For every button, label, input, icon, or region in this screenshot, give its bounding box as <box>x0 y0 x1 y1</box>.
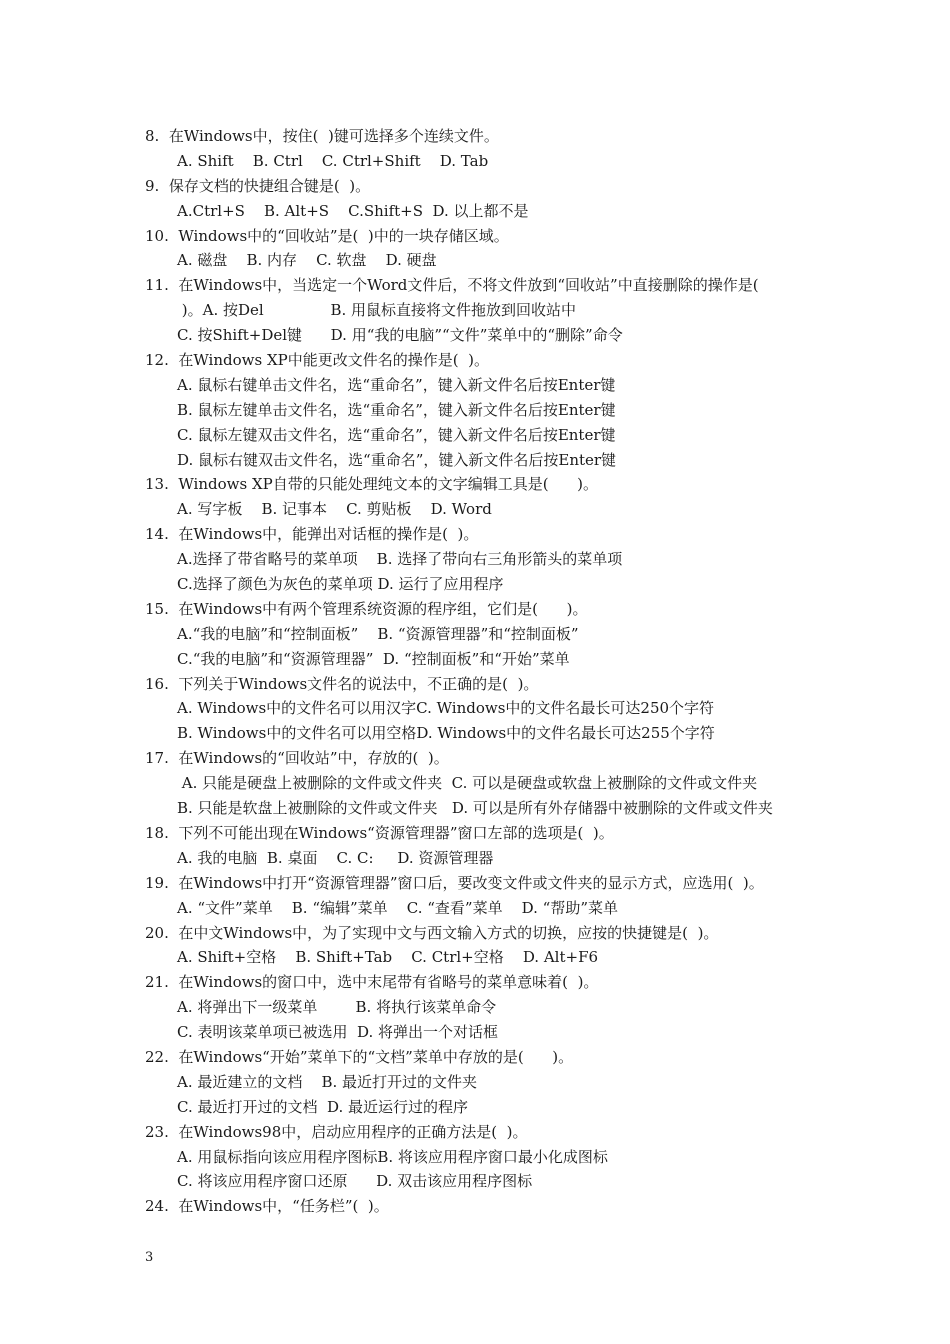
option-line: A. 写字板 B. 记事本 C. 剪贴板 D. Word <box>177 500 492 519</box>
option-line: B. 鼠标左键单击文件名，选“重命名”，键入新文件名后按Enter键 <box>177 400 616 419</box>
question-line: 19. 在Windows中打开“资源管理器”窗口后，要改变文件或文件夹的显示方式，应选用( )。 <box>145 873 764 892</box>
question-line: 8. 在Windows中，按住( )键可选择多个连续文件。 <box>145 127 499 145</box>
question-line: 10. Windows中的“回收站”是( )中的一块存储区域。 <box>145 226 509 245</box>
page-number: 3 <box>145 1250 154 1265</box>
question-line: 16. 下列关于Windows文件名的说法中，不正确的是( )。 <box>145 674 539 693</box>
option-line: )。A. 按Del B. 用鼠标直接将文件拖放到回收站中 <box>177 301 577 320</box>
option-line: A.“我的电脑”和“控制面板” B. “资源管理器”和“控制面板” <box>177 624 579 643</box>
option-line: C. 鼠标左键双击文件名，选“重命名”，键入新文件名后按Enter键 <box>177 425 616 444</box>
option-line: A. 只能是硬盘上被删除的文件或文件夹 C. 可以是硬盘或软盘上被删除的文件或文件夹 <box>177 774 758 793</box>
option-line: A. 我的电脑 B. 桌面 C. C: D. 资源管理器 <box>177 848 494 867</box>
question-line: 23. 在Windows98中，启动应用程序的正确方法是( )。 <box>145 1122 528 1141</box>
option-line: A. Windows中的文件名可以用汉字C. Windows中的文件名最长可达250个字符 <box>177 699 715 718</box>
option-line: A. 磁盘 B. 内存 C. 软盘 D. 硬盘 <box>177 251 437 270</box>
option-line: A. 鼠标右键单击文件名，选“重命名”，键入新文件名后按Enter键 <box>177 375 616 394</box>
option-line: C.“我的电脑”和“资源管理器” D. “控制面板”和“开始”菜单 <box>177 649 570 668</box>
option-line: B. Windows中的文件名可以用空格D. Windows中的文件名最长可达255个字符 <box>177 724 715 743</box>
option-line: A.Ctrl+S B. Alt+S C.Shift+S D. 以上都不是 <box>177 201 529 220</box>
question-line: 13. Windows XP自带的只能处理纯文本的文字编辑工具是( )。 <box>145 475 599 494</box>
question-line: 9. 保存文档的快捷组合键是( )。 <box>145 176 371 195</box>
option-line: A. 将弹出下一级菜单 B. 将执行该菜单命令 <box>177 998 497 1017</box>
question-line: 18. 下列不可能出现在Windows“资源管理器”窗口左部的选项是( )。 <box>145 823 614 842</box>
option-line: A. Shift B. Ctrl C. Ctrl+Shift D. Tab <box>177 151 489 170</box>
option-line: A.选择了带省略号的菜单项 B. 选择了带向右三角形箭头的菜单项 <box>177 550 623 569</box>
option-line: C. 按Shift+Del键 D. 用“我的电脑”“文件”菜单中的“删除”命令 <box>177 326 623 345</box>
option-line: A. 用鼠标指向该应用程序图标B. 将该应用程序窗口最小化成图标 <box>177 1147 608 1166</box>
question-line: 17. 在Windows的“回收站”中，存放的( )。 <box>145 749 449 768</box>
question-line: 11. 在Windows中，当选定一个Word文件后，不将文件放到“回收站”中直接删除的操作是( <box>145 276 759 295</box>
option-line: A. 最近建立的文档 B. 最近打开过的文件夹 <box>177 1072 478 1091</box>
option-line: D. 鼠标右键双击文件名，选“重命名”，键入新文件名后按Enter键 <box>177 450 617 469</box>
question-line: 12. 在Windows XP中能更改文件名的操作是( )。 <box>145 351 489 370</box>
option-line: C. 表明该菜单项已被选用 D. 将弹出一个对话框 <box>177 1023 499 1042</box>
option-line: A. “文件”菜单 B. “编辑”菜单 C. “查看”菜单 D. “帮助”菜单 <box>177 898 619 917</box>
question-line: 20. 在中文Windows中，为了实现中文与西文输入方式的切换，应按的快捷键是( )。 <box>145 923 719 942</box>
option-line: B. 只能是软盘上被删除的文件或文件夹 D. 可以是所有外存储器中被删除的文件或文件夹 <box>177 799 773 818</box>
question-line: 24. 在Windows中，“任务栏”( )。 <box>145 1197 389 1216</box>
option-line: C.选择了颜色为灰色的菜单项 D. 运行了应用程序 <box>177 575 504 594</box>
option-line: C. 将该应用程序窗口还原 D. 双击该应用程序图标 <box>177 1172 533 1191</box>
question-line: 14. 在Windows中，能弹出对话框的操作是( )。 <box>145 525 479 544</box>
question-list <box>145 124 865 1219</box>
option-line: A. Shift+空格 B. Shift+Tab C. Ctrl+空格 D. Alt+F6 <box>177 948 599 967</box>
question-line: 15. 在Windows中有两个管理系统资源的程序组，它们是( )。 <box>145 599 588 618</box>
option-line: C. 最近打开过的文档 D. 最近运行过的程序 <box>177 1097 469 1116</box>
question-line: 22. 在Windows“开始”菜单下的“文档”菜单中存放的是( )。 <box>145 1047 574 1066</box>
question-line: 21. 在Windows的窗口中，选中末尾带有省略号的菜单意味着( )。 <box>145 973 599 992</box>
